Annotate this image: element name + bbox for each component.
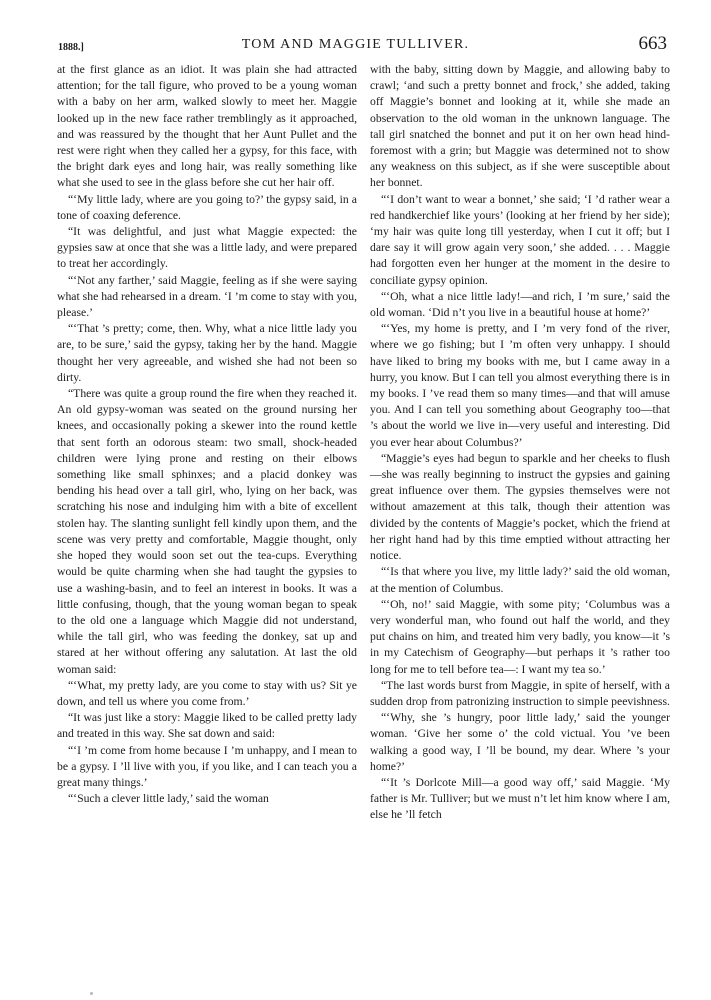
left-column [57,62,357,807]
paragraph: “‘Such a clever little lady,’ said the woman [68,792,269,806]
running-title: TOM AND MAGGIE TULLIVER. [241,37,470,52]
paragraph: “The last words burst from Maggie, in spite of herself, with a sudden drop from patronizing instruction to simple peevishness. [370,678,670,708]
right-column [370,62,670,824]
paragraph: “‘I ’m come from home because I ’m unhappy, and I mean to be a gypsy. I ’ll live with you, if you like, and I can teach you a great many things.’ [57,743,357,789]
paragraph: “‘Oh, what a nice little lady!—and rich, I ’m sure,’ said the old woman. ‘Did n’t you live in a beautiful house at home?’ [370,289,670,320]
paragraph: at the first glance as an idiot. It was plain she had attracted attention; for the tall figure, who proved to be a young woman with a baby on her arm, walked slowly to meet her. Maggie looked up in the new face rather tremblingly as it approached, and was reassured by the thought that her Aunt Pullet and the rest were right when they called her a gypsy, for this face, with the bright dark eyes and long hair, was really something like what she used to see in the glass before she cut her hair off. [57,63,357,190]
paragraph: “It was delightful, and just what Maggie expected: the gypsies saw at once that she was a little lady, and were prepared to treat her accordingly. [57,225,357,271]
page-header [44,33,667,63]
paragraph: “‘What, my pretty lady, are you come to stay with us? Sit ye down, and tell us where you come from.’ [57,678,357,708]
paragraph: “Maggie’s eyes had begun to sparkle and her cheeks to flush—she was really beginning to instruct the gypsies and gaining great influence over them. The gypsies themselves were not without amazement at this talk, though their attention was divided by the contents of Maggie’s pocket, which the friend at her right hand had by this time emptied without attracting her notice. [370,451,670,563]
issue-year: 1888.] [58,42,84,53]
paragraph: “‘Is that where you live, my little lady?’ said the old woman, at the mention of Columbus. [370,565,670,595]
paragraph: “‘My little lady, where are you going to?’ the gypsy said, in a tone of coaxing deference. [57,192,357,222]
paragraph: “There was quite a group round the fire when they reached it. An old gypsy-woman was seated on the ground nursing her knees, and occasionally poking a skewer into the round kettle that sent forth an odorous steam: two small, shock-headed children were lying prone and resting on their elbows something like small sphinxes; and a placid donkey was bending his head over a tall girl, who, lying on her back, was scratching his nose and indulging him with a bite of excellent stolen hay. The slanting sunlight fell kindly upon them, and the scene was very pretty and comfortable, Maggie thought, only she hoped they would soon set out the tea-cups. Everything would be quite charming when she had taught the gypsies to use a washing-basin, and to feel an interest in books. It was a little confusing, though, that the young woman began to speak to the old one a language which Maggie did not understand, while the tall girl, who was feeding the donkey, sat up and stared at her without offering any salutation. At last the old woman said: [57,387,357,676]
paragraph: “‘Why, she ’s hungry, poor little lady,’ said the younger woman. ‘Give her some o’ the cold victual. You ’ve been walking a good way, I ’ll be bound, my dear. Where ’s your home?’ [370,711,670,773]
paragraph: “‘I don’t want to wear a bonnet,’ she said; ‘I ’d rather wear a red handkerchief like yours’ (looking at her friend by her side); ‘my hair was quite long till yesterday, when I cut it off; but I dare say it will grow again very soon,’ she added. . . . Maggie had forgotten even her hunger at the moment in the desire to conciliate gypsy opinion. [370,192,670,287]
paragraph: “‘Not any farther,’ said Maggie, feeling as if she were saying what she had rehearsed in a dream. ‘I ’m come to stay with you, please.’ [57,273,357,320]
page-speck [90,992,93,995]
paragraph: “‘It ’s Dorlcote Mill—a good way off,’ said Maggie. ‘My father is Mr. Tulliver; but we must n’t let him know where I am, else he ’ll fetch [370,775,670,822]
page-number: 663 [638,33,667,54]
paragraph: “‘Yes, my home is pretty, and I ’m very fond of the river, where we go fishing; but I ’m often very unhappy. I should have liked to bring my books with me, but I came away in a hurry, you know. But I can tell you almost everything there is in my books. I ’ve read them so many times—and that will amuse you. And I can tell you something about Geography too—that ’s about the world we live in—very useful and interesting. Did you ever hear about Columbus?’ [370,322,670,449]
paragraph: with the baby, sitting down by Maggie, and allowing baby to crawl; ‘and such a pretty bonnet and frock,’ she added, taking off Maggie’s bonnet and looking at it, while she made an observation to the old woman in the unknown language. The tall girl snatched the bonnet and put it on her own head hind-foremost with a grin; but Maggie was determined not to show any weakness on this subject, as if she were susceptible about her bonnet. [370,63,670,190]
paragraph: “‘Oh, no!’ said Maggie, with some pity; ‘Columbus was a very wonderful man, who found out half the world, and they put chains on him, and treated him very badly, you know—it ’s in my Catechism of Geography—but perhaps it ’s rather too long for me to tell before tea—: I want my tea so.’ [370,597,670,676]
paragraph: “It was just like a story: Maggie liked to be called pretty lady and treated in this way. She sat down and said: [57,711,357,741]
paragraph: “‘That ’s pretty; come, then. Why, what a nice little lady you are, to be sure,’ said the gypsy, taking her by the hand. Maggie thought her very agreeable, and wished she had not been so dirty. [57,322,357,384]
